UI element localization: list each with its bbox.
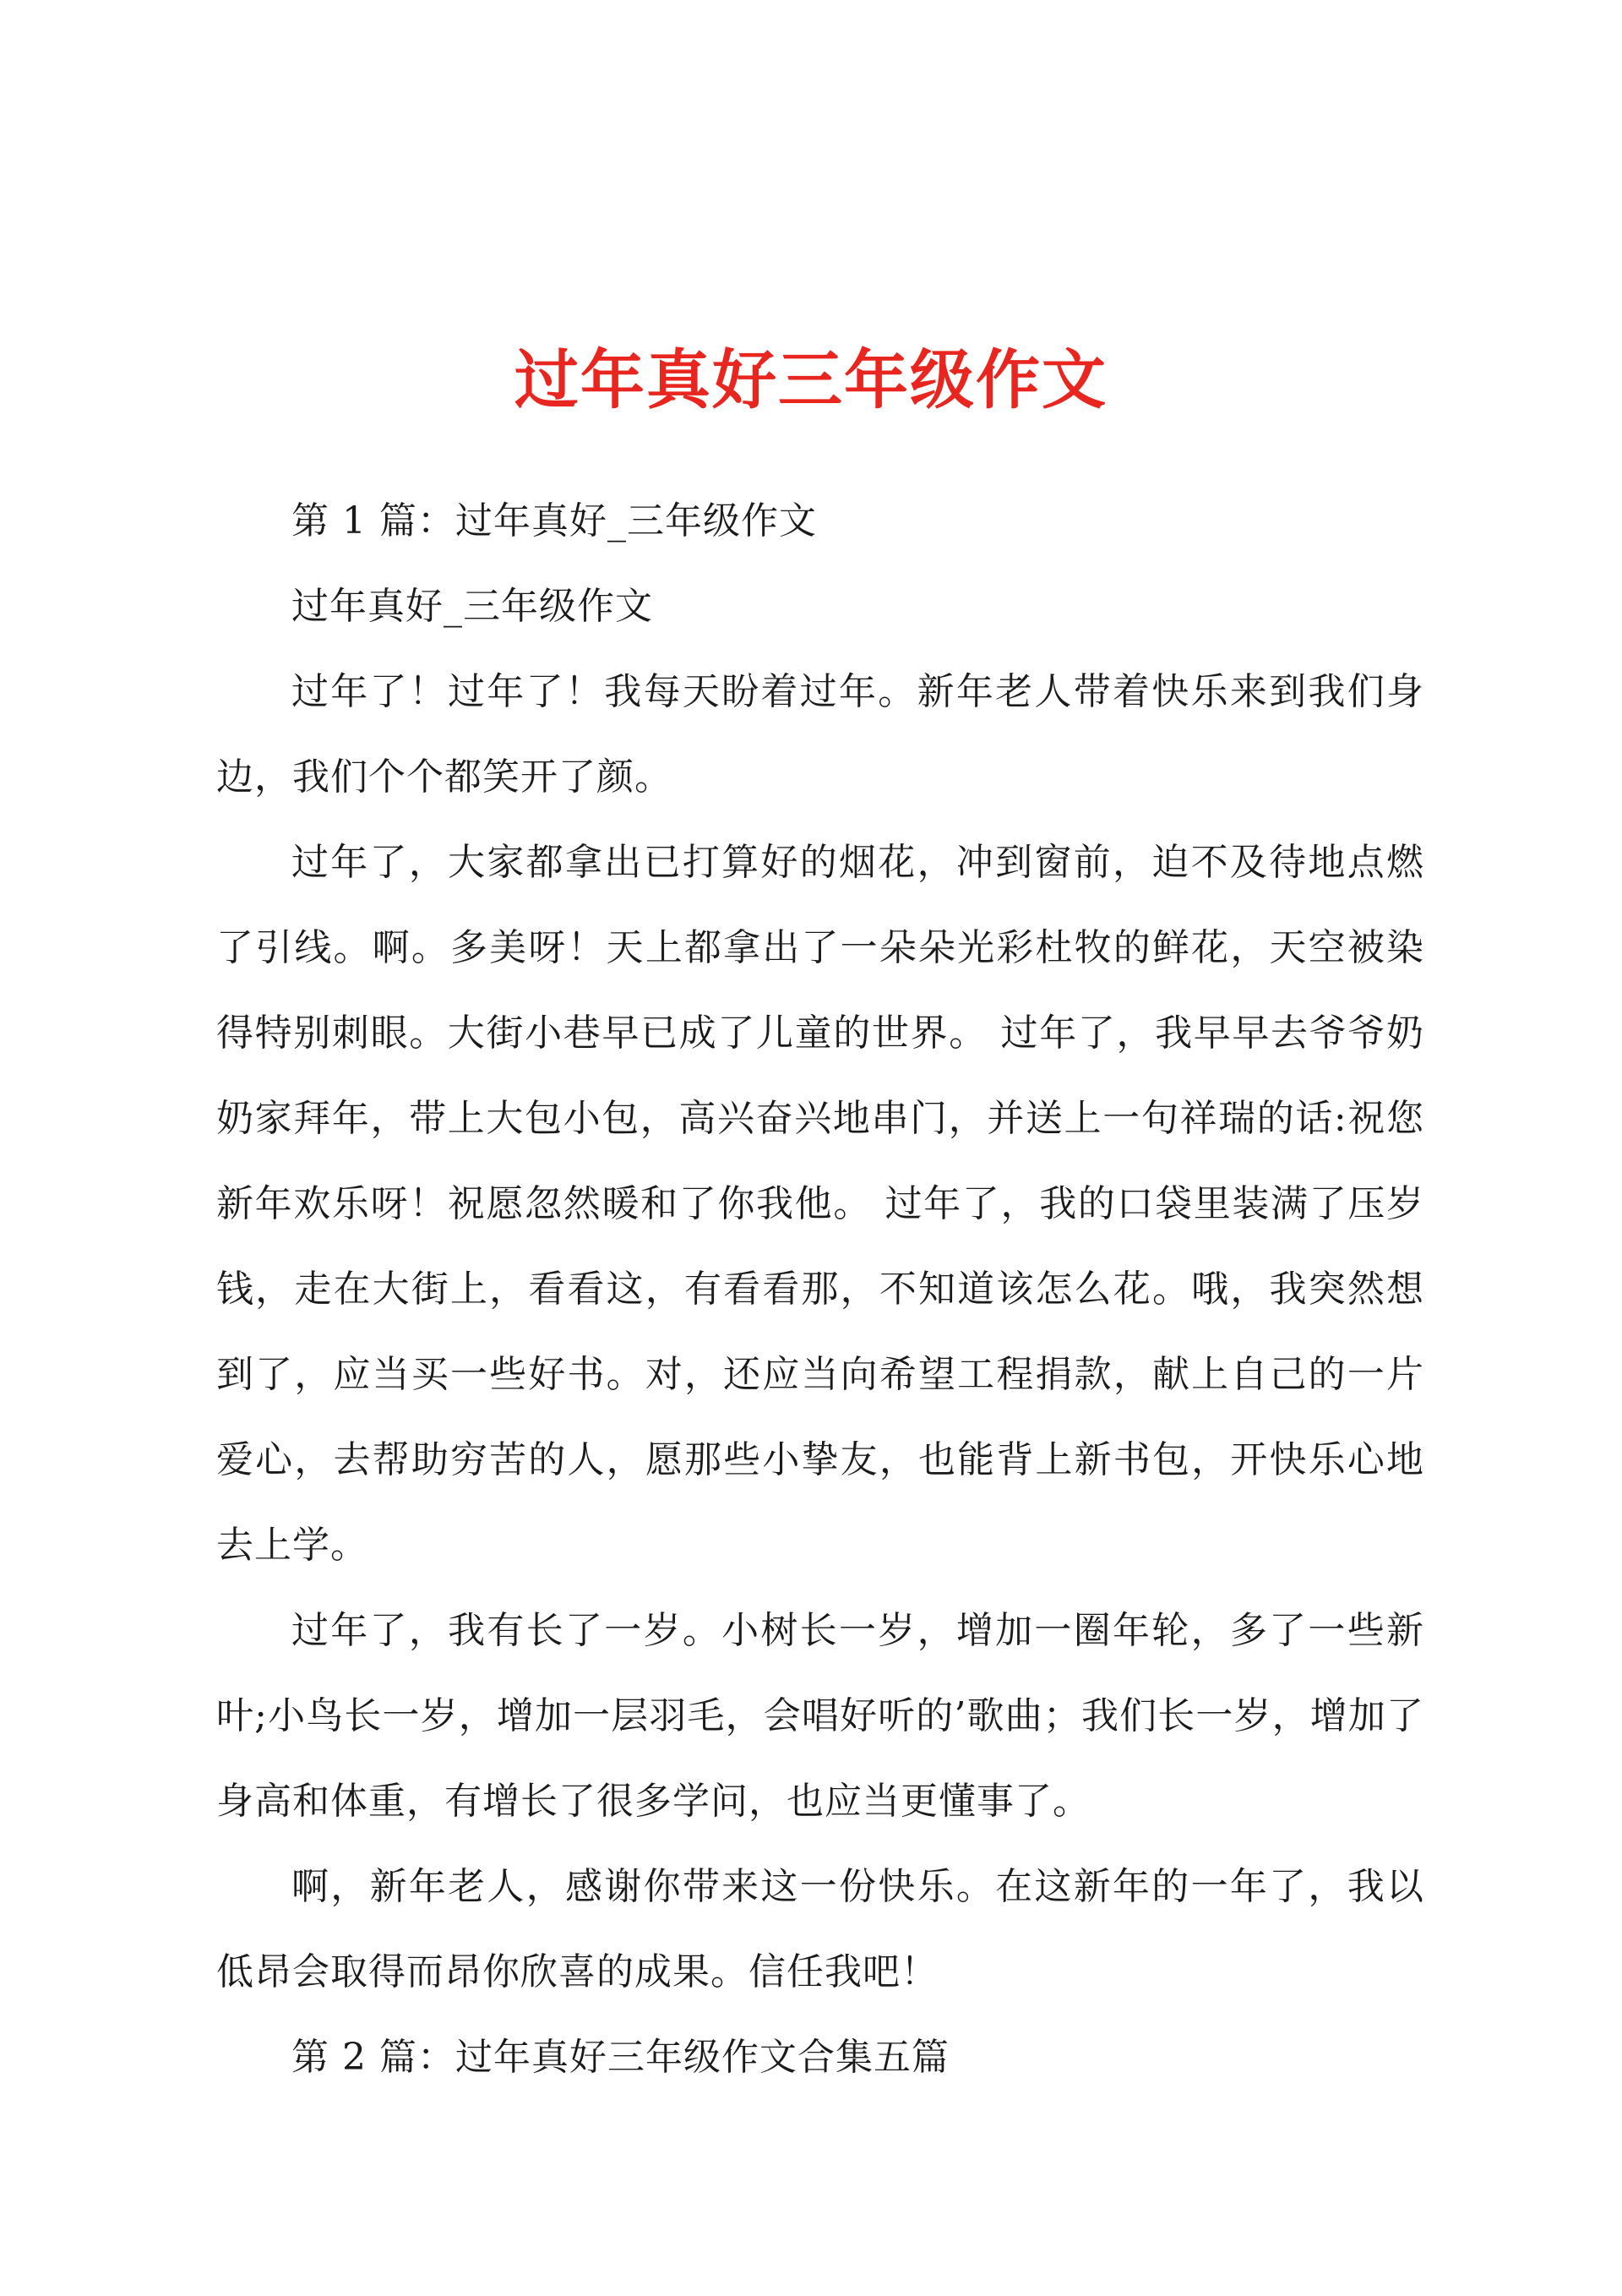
- paragraph-1: 过年了！过年了！我每天盼着过年。新年老人带着快乐来到我们身边，我们个个都笑开了颜。: [216, 670, 1424, 799]
- paragraph-3: 过年了，我有长了一岁。小树长一岁，增加一圈年轮，多了一些新叶;小鸟长一岁，增加一层羽毛，会唱好听的’歌曲；我们长一岁，增加了身高和体重，有增长了很多学问，也应当更懂事了。: [216, 1609, 1424, 1823]
- paragraph-2: 过年了，大家都拿出已打算好的烟花，冲到窗前，迫不及待地点燃了引线。啊。多美呀！天上都拿出了一朵朵光彩杜牧的鲜花，天空被染得特别刺眼。大街小巷早已成了儿童的世界。 过年了，我早早去爷爷奶奶家拜年，带上大包小包，高兴奋兴地串门，并送上一句祥瑞的话:祝您新年欢乐呀！祝愿忽然暖和了你我他。 过年了，我的口袋里装满了压岁钱，走在大街上，看看这，有看看那，不知道该怎么花。哦，我突然想到了，应当买一些好书。对，还应当向希望工程捐款，献上自己的一片爱心，去帮助穷苦的人，愿那些小挚友，也能背上新书包，开快乐心地去上学。: [216, 841, 1424, 1567]
- paragraph-4: 啊，新年老人，感谢你带来这一份快乐。在这新年的一年了，我以低昂会取得而昂你欣喜的成果。信任我吧！: [216, 1865, 1424, 1993]
- section-heading-2: 第 2 篇：过年真好三年级作文合集五篇: [291, 2036, 950, 2079]
- section-heading-1: 第 1 篇：过年真好_三年级作文: [291, 499, 817, 543]
- document-title: 过年真好三年级作文: [514, 342, 1108, 417]
- essay-title-1: 过年真好_三年级作文: [291, 585, 653, 628]
- document-body: [216, 478, 1424, 2100]
